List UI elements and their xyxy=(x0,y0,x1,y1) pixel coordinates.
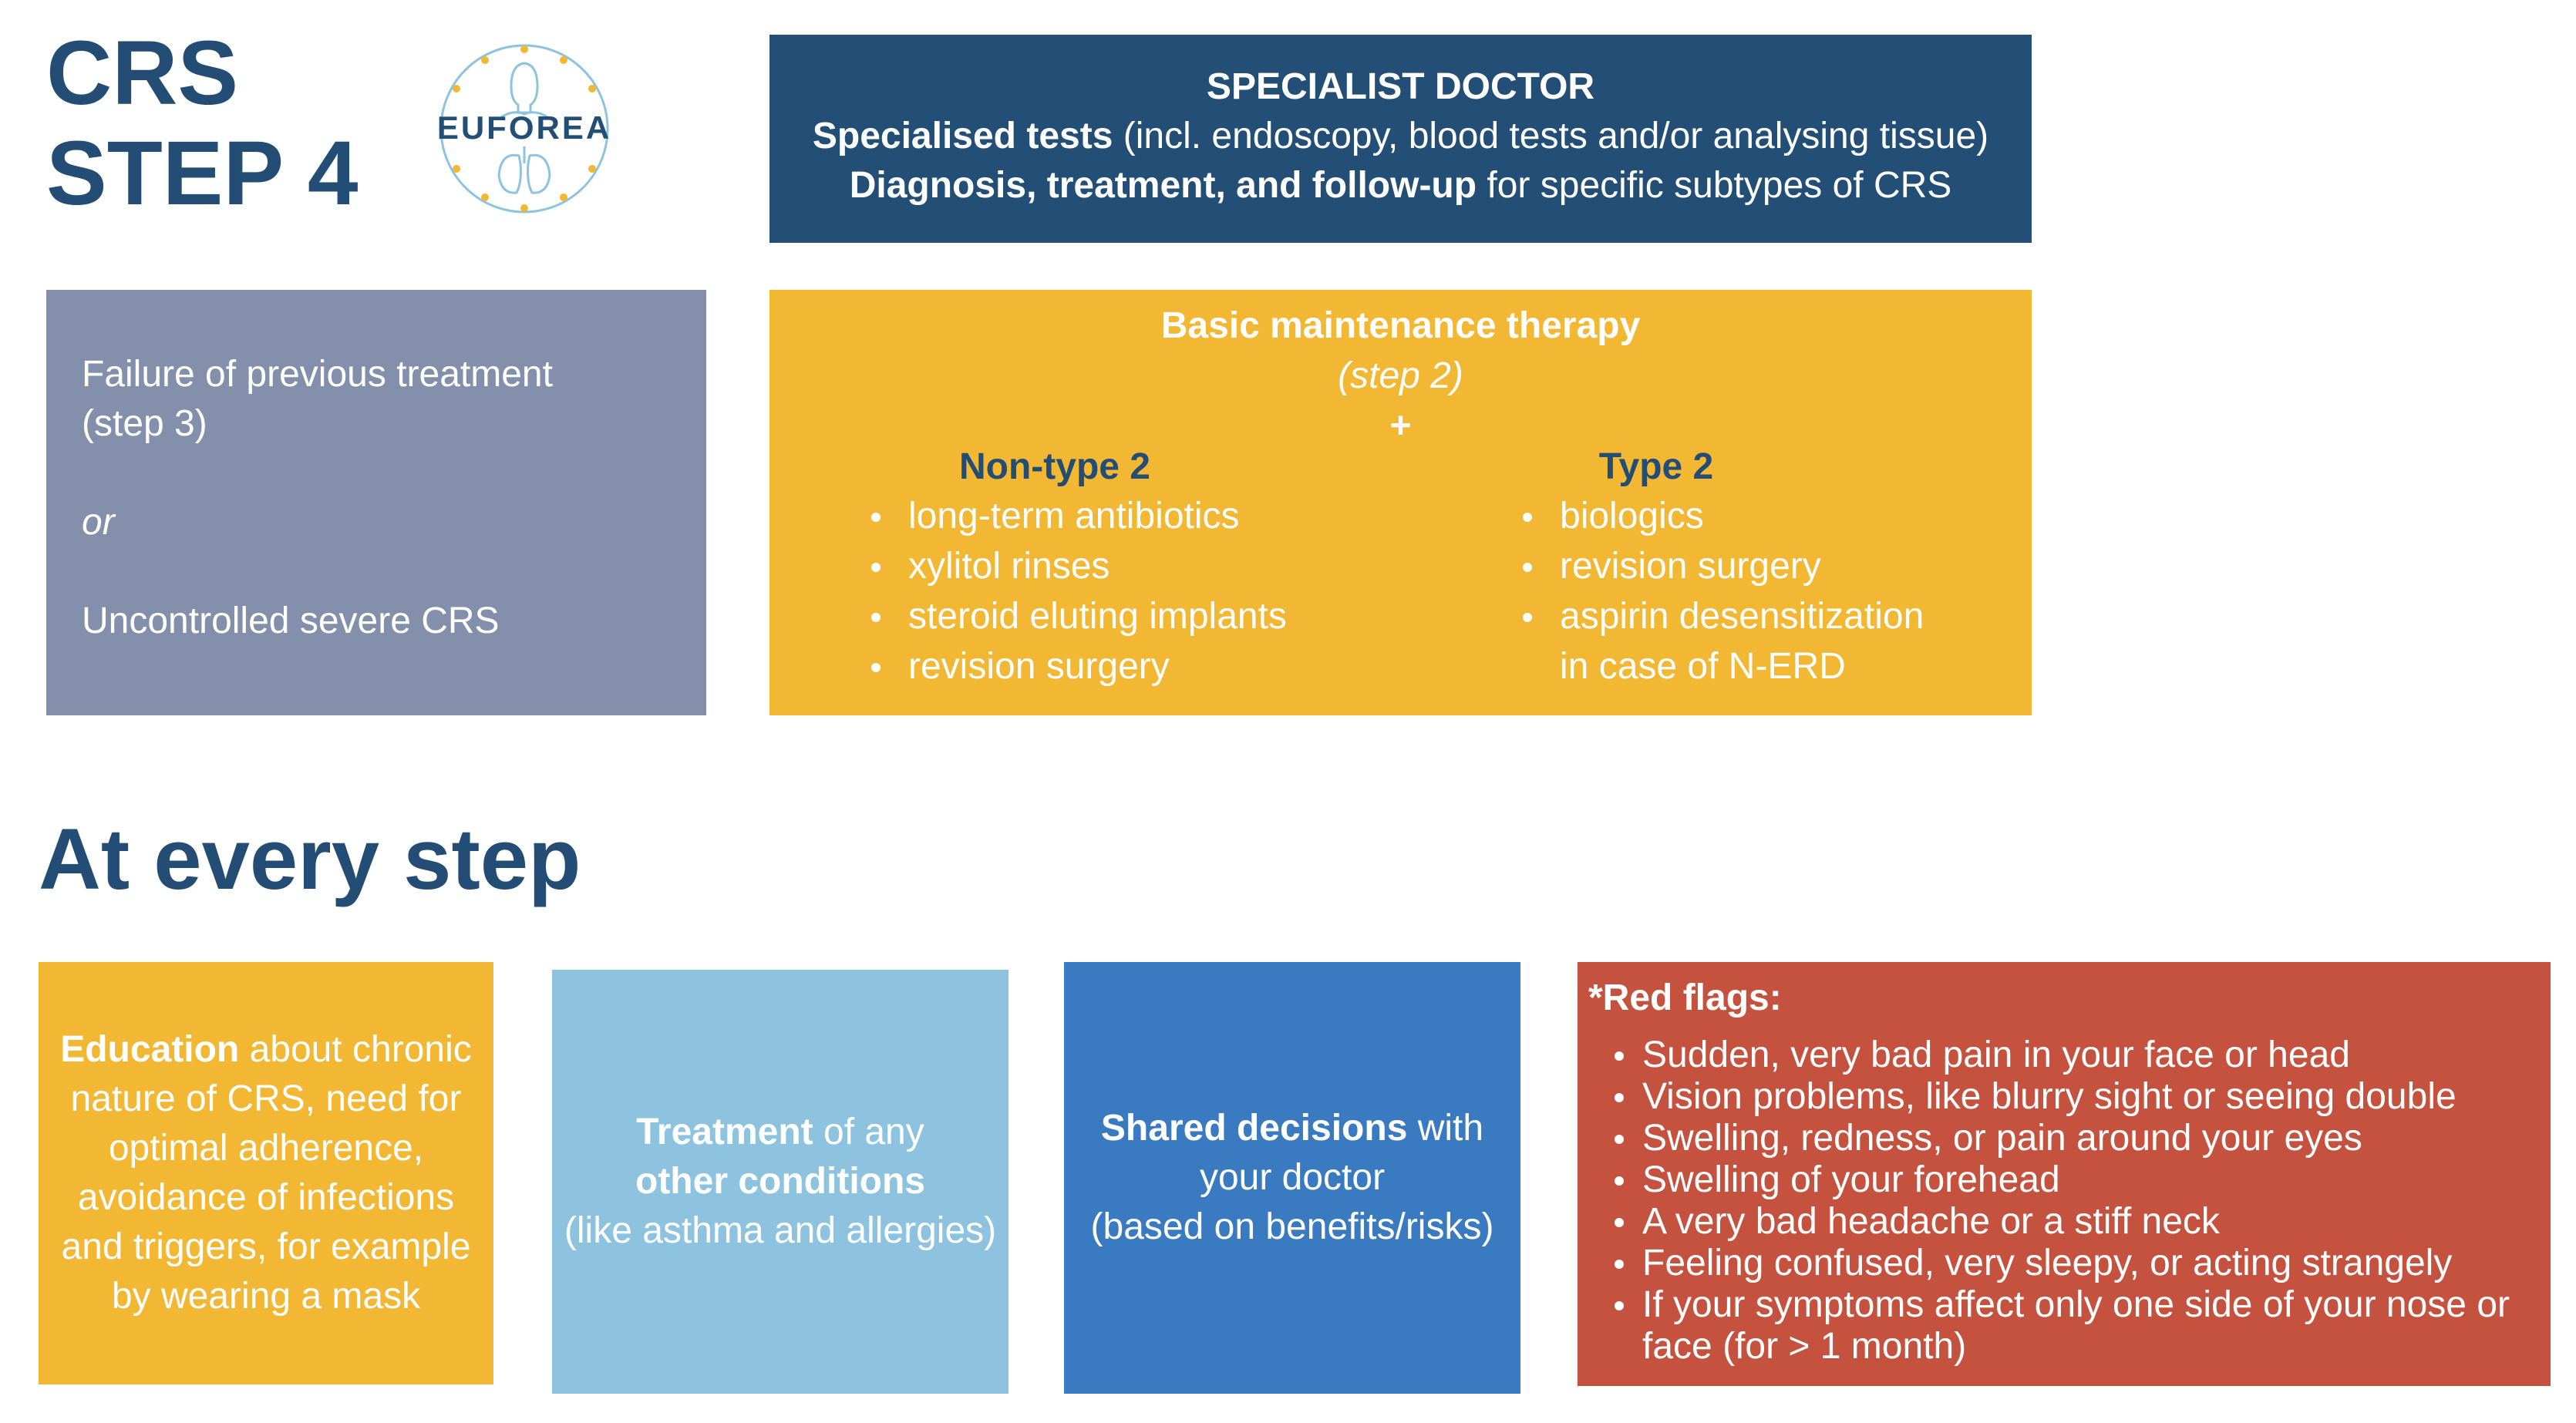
specialist-diagnosis-line xyxy=(769,161,2032,210)
shared-line-2: your doctor xyxy=(1199,1157,1386,1198)
specialised-tests-detail: (incl. endoscopy, blood tests and/or analysing tissue) xyxy=(1113,116,1989,156)
list-item: long-term antibiotics xyxy=(870,492,1332,542)
list-item: Sudden, very bad pain in your face or head xyxy=(1588,1034,2535,1076)
logo-text: EUFOREA xyxy=(436,109,612,146)
list-item: Swelling of your forehead xyxy=(1588,1159,2535,1201)
list-item: Vision problems, like blurry sight or seeing double xyxy=(1588,1076,2535,1118)
red-flags-list xyxy=(1588,1034,2535,1367)
education-text xyxy=(52,1025,480,1321)
non-type2-column xyxy=(870,442,1332,692)
other-conditions-label: other conditions xyxy=(635,1161,925,1202)
list-item: biologics xyxy=(1521,492,1984,542)
type2-column xyxy=(1521,442,1984,692)
list-item: revision surgery xyxy=(870,642,1332,692)
specialist-tests-line xyxy=(769,112,2032,161)
list-item: revision surgery xyxy=(1521,542,1984,592)
failure-line-1: Failure of previous treatment xyxy=(82,354,553,395)
treatment-mid: of any xyxy=(813,1112,924,1152)
non-type2-list xyxy=(870,492,1332,692)
specialist-heading: SPECIALIST DOCTOR xyxy=(1206,66,1595,107)
list-item: steroid eluting implants xyxy=(870,592,1332,642)
treatment-detail: (like asthma and allergies) xyxy=(564,1210,997,1251)
failure-line-2: (step 3) xyxy=(82,403,207,444)
euforea-logo-icon xyxy=(428,40,621,217)
failure-or: or xyxy=(82,502,115,543)
treatment-box xyxy=(552,970,1009,1394)
non-type2-title: Non-type 2 xyxy=(958,446,1150,487)
list-item: A very bad headache or a stiff neck xyxy=(1588,1201,2535,1243)
maintenance-plus: + xyxy=(1389,405,1412,446)
education-box xyxy=(39,962,493,1384)
list-item: xylitol rinses xyxy=(870,542,1332,592)
diagnosis-detail: for specific subtypes of CRS xyxy=(1477,165,1952,206)
diagnosis-label: Diagnosis, treatment, and follow-up xyxy=(849,165,1477,206)
euforea-logo xyxy=(428,40,621,217)
list-item: aspirin desensitization xyxy=(1521,592,1984,642)
specialist-doctor-box xyxy=(769,35,2032,243)
failure-box xyxy=(46,290,706,715)
shared-decisions-box xyxy=(1064,962,1520,1394)
page-title xyxy=(46,23,358,224)
list-item: If your symptoms affect only one side of your nose or face (for > 1 month) xyxy=(1588,1284,2535,1367)
education-detail: about chronic nature of CRS, need for optimal adherence, avoidance of infections and triggers, for example by wearing a mask xyxy=(61,1029,472,1317)
maintenance-step: (step 2) xyxy=(1338,355,1463,396)
maintenance-therapy-box xyxy=(769,290,2032,715)
type2-title: Type 2 xyxy=(1598,446,1714,487)
maintenance-title: Basic maintenance therapy xyxy=(1160,305,1641,346)
title-line-step: STEP 4 xyxy=(46,123,359,224)
shared-line-3: (based on benefits/risks) xyxy=(1090,1206,1494,1247)
education-label: Education xyxy=(60,1029,240,1070)
specialised-tests-label: Specialised tests xyxy=(812,116,1113,156)
failure-line-3: Uncontrolled severe CRS xyxy=(82,600,500,641)
shared-mid: with xyxy=(1407,1108,1484,1149)
every-step-title: At every step xyxy=(39,811,581,907)
red-flags-box xyxy=(1578,962,2551,1386)
treatment-label: Treatment xyxy=(636,1112,813,1152)
list-item: Feeling confused, very sleepy, or acting strangely xyxy=(1588,1243,2535,1284)
list-item-continuation: in case of N-ERD xyxy=(1560,646,1846,687)
list-item: Swelling, redness, or pain around your eyes xyxy=(1588,1118,2535,1159)
type2-list xyxy=(1521,492,1984,692)
shared-line-1 xyxy=(1072,1104,1513,1153)
title-line-crs: CRS xyxy=(46,22,239,124)
red-flags-title: *Red flags: xyxy=(1588,977,1782,1018)
shared-decisions-label: Shared decisions xyxy=(1100,1108,1408,1149)
treatment-line-1 xyxy=(560,1108,1001,1157)
